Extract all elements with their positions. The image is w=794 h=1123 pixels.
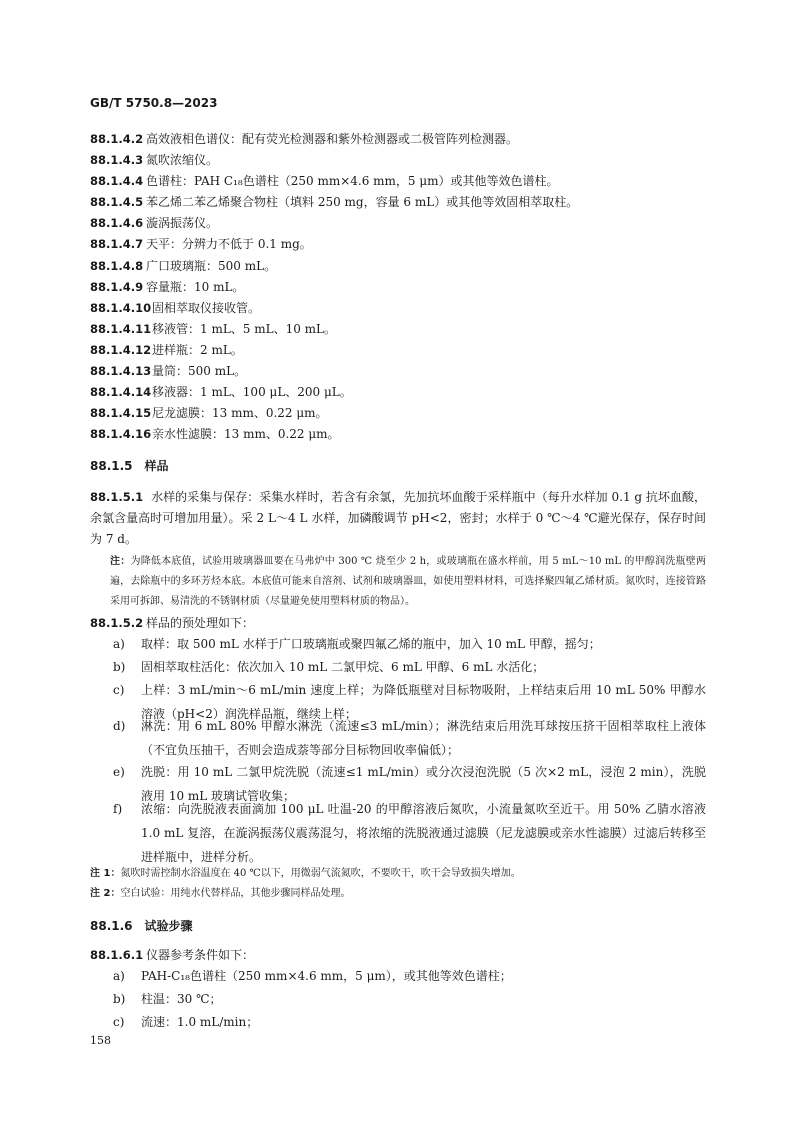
- list-item: a) PAH-C₁₈色谱柱（250 mm×4.6 mm，5 μm），或其他等效色谱柱；: [113, 969, 512, 983]
- section-heading: 88.1.6 试验步骤: [90, 919, 193, 933]
- equip-line: 88.1.4.8 广口玻璃瓶：500 mL。: [90, 259, 277, 273]
- section-heading: 88.1.5 样品: [90, 459, 169, 473]
- note-1: 注 1：氮吹时需控制水浴温度在 40 ℃以下，用微弱气流氮吹，不要吹干，吹干会导致损失增加。: [90, 868, 521, 879]
- equip-line: 88.1.4.15尼龙滤膜：13 mm、0.22 μm。: [90, 406, 328, 420]
- standard-header: GB/T 5750.8—2023: [90, 96, 218, 110]
- equip-line: 88.1.4.3 氮吹浓缩仪。: [90, 153, 219, 167]
- equip-line: 88.1.4.10固相萃取仪接收管。: [90, 301, 261, 315]
- paragraph-sample-collection: 88.1.5.1 水样的采集与保存：采集水样时，若含有余氯，先加抗坏血酸于采样瓶中（每升水样加 0.1 g 抗坏血酸，余氯含量高时可增加用量）。采 2 L～4 L 水样，加磷酸调节 pH<2，密封；水样于 0 ℃～4 ℃避光保存，保存时间为 7 d。: [90, 490, 706, 546]
- equip-line: 88.1.4.2 高效液相色谱仪：配有荧光检测器和紫外检测器或二极管阵列检测器。: [90, 132, 519, 146]
- equip-line: 88.1.4.13量筒：500 mL。: [90, 364, 247, 378]
- equip-line: 88.1.4.4 色谱柱：PAH C₁₈色谱柱（250 mm×4.6 mm，5 μm）或其他等效色谱柱。: [90, 174, 559, 188]
- paragraph-instrument-conditions: 88.1.6.1 仪器参考条件如下：: [90, 948, 255, 962]
- list-item: d) 淋洗：用 6 mL 80% 甲醇水淋洗（流速≤3 mL/min）；淋洗结束后用洗耳球按压挤干固相萃取柱上液体（不宜负压抽干，否则会造成萘等部分目标物回收率偏低）；: [113, 719, 706, 757]
- paragraph-pretreatment: 88.1.5.2 样品的预处理如下：: [90, 616, 255, 630]
- list-item: f) 浓缩：向洗脱液表面滴加 100 μL 吐温-20 的甲醇溶液后氮吹，小流量氮吹至近干。用 50% 乙腈水溶液 1.0 mL 复溶，在漩涡振荡仪震荡混匀，将浓缩的洗脱液通过滤膜（尼龙滤膜或亲水性滤膜）过滤后转移至进样瓶中，进样分析。: [113, 802, 706, 864]
- list-item: b) 柱温：30 ℃；: [113, 992, 222, 1006]
- list-item: e) 洗脱：用 10 mL 二氯甲烷洗脱（流速≤1 mL/min）或分次浸泡洗脱（5 次×2 mL，浸泡 2 min），洗脱液用 10 mL 玻璃试管收集；: [113, 765, 706, 803]
- equip-line: 88.1.4.7 天平：分辨力不低于 0.1 mg。: [90, 237, 312, 251]
- equip-line: 88.1.4.11移液管：1 mL、5 mL、10 mL。: [90, 322, 337, 336]
- list-item: c) 流速：1.0 mL/min；: [113, 1015, 259, 1029]
- equip-line: 88.1.4.6 漩涡振荡仪。: [90, 216, 219, 230]
- note-background: 注：为降低本底值，试验用玻璃器皿要在马弗炉中 300 ℃ 烧至少 2 h，或玻璃瓶在盛水样前，用 5 mL～10 mL 的甲醇润洗瓶壁两遍，去除瓶中的多环芳烃本底。本底值可能来自溶剂、试剂和玻璃器皿，如使用塑料材料，可选择聚四氟乙烯材质。氮吹时，连接管路采用可拆卸、易清洗的不锈钢材质（尽量避免使用塑料材质的物品）。: [110, 556, 706, 607]
- equip-line: 88.1.4.14移液器：1 mL、100 μL、200 μL。: [90, 385, 352, 399]
- equip-line: 88.1.4.16亲水性滤膜：13 mm、0.22 μm。: [90, 427, 340, 441]
- list-item: c) 上样：3 mL/min～6 mL/min 速度上样；为降低瓶壁对目标物吸附，上样结束后用 10 mL 50% 甲醇水溶液（pH<2）润洗样品瓶，继续上样；: [113, 683, 706, 721]
- equip-line: 88.1.4.5 苯乙烯二苯乙烯聚合物柱（填料 250 mg，容量 6 mL）或其他等效固相萃取柱。: [90, 195, 579, 209]
- note-2: 注 2：空白试验：用纯水代替样品，其他步骤同样品处理。: [90, 888, 351, 899]
- equip-line: 88.1.4.9 容量瓶：10 mL。: [90, 280, 245, 294]
- equip-line: 88.1.4.12进样瓶：2 mL。: [90, 343, 243, 357]
- list-item: b) 固相萃取柱活化：依次加入 10 mL 二氯甲烷、6 mL 甲醇、6 mL 水活化；: [113, 660, 545, 674]
- list-item: a) 取样：取 500 mL 水样于广口玻璃瓶或聚四氟乙烯的瓶中，加入 10 mL 甲醇，摇匀；: [113, 637, 601, 651]
- page-number: 158: [90, 1034, 111, 1047]
